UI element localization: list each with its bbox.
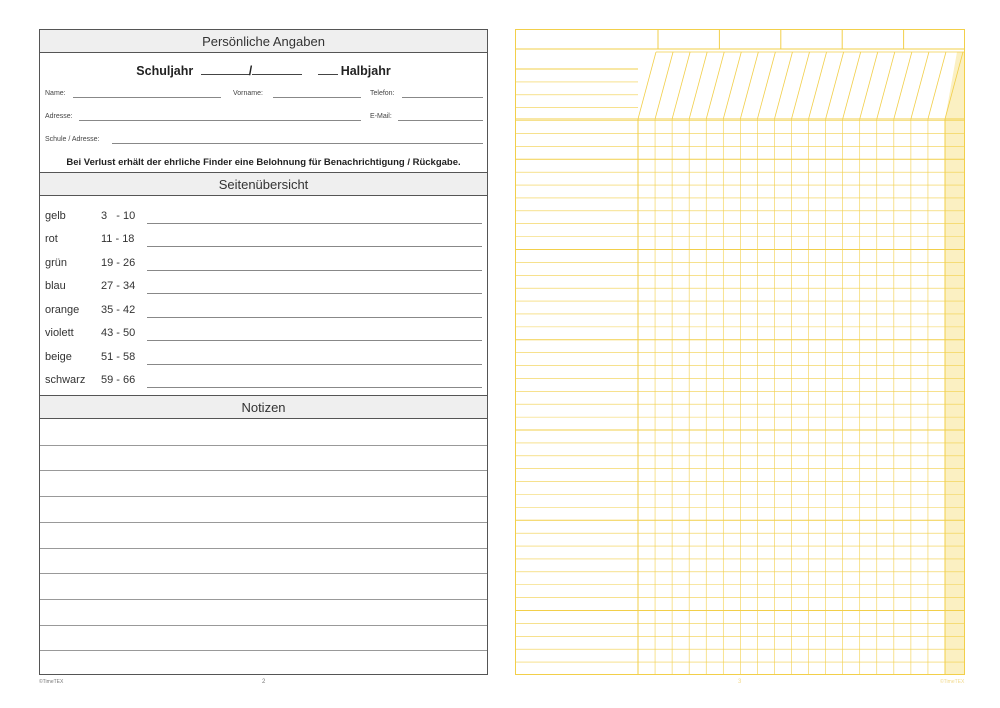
overview-row-gelb (40, 210, 487, 230)
overview-write-line[interactable] (147, 387, 482, 388)
color-name: gelb (45, 210, 66, 222)
overview-row-gruen (40, 257, 487, 277)
diagonal-header-line (826, 52, 844, 119)
page-range: 3 - 10 (101, 210, 136, 222)
note-line[interactable] (40, 573, 487, 574)
notes-header: Notizen (40, 395, 487, 419)
email-field[interactable] (398, 120, 483, 121)
diagonal-header-line (740, 52, 758, 119)
diagonal-header-line (655, 52, 673, 119)
overview-write-line[interactable] (147, 246, 482, 247)
loss-notice: Bei Verlust erhält der ehrliche Finder eine Belohnung für Benachrichtigung / Rückgabe. (66, 157, 461, 168)
overview-row-rot (40, 233, 487, 253)
name-field[interactable] (73, 97, 221, 98)
diagonal-header-line (774, 52, 792, 119)
name-label: Name: (45, 90, 66, 97)
diagonal-header-line (757, 52, 775, 119)
halbjahr-blank[interactable] (318, 63, 338, 75)
color-name: violett (45, 327, 74, 339)
schuljahr-label: Schuljahr (136, 64, 194, 78)
diagonal-header-line (809, 52, 827, 119)
page-range: 11 - 18 (101, 233, 135, 245)
page-range: 27 - 34 (101, 280, 136, 292)
diagonal-header-line (860, 52, 878, 119)
note-line[interactable] (40, 445, 487, 446)
overview-row-violett (40, 327, 487, 347)
schuljahr-end-blank[interactable] (252, 63, 302, 75)
vorname-field[interactable] (273, 97, 361, 98)
email-label: E-Mail: (370, 113, 392, 120)
diagonal-header-line (638, 52, 656, 119)
footer-page-number-left: 2 (262, 679, 266, 685)
color-name: beige (45, 351, 72, 363)
overview-row-schwarz (40, 374, 487, 394)
diagonal-header-line (894, 52, 912, 119)
overview-write-line[interactable] (147, 293, 482, 294)
color-name: grün (45, 257, 68, 269)
page-range: 43 - 50 (101, 327, 136, 339)
schuljahr-start-blank[interactable] (201, 63, 249, 75)
telefon-label: Telefon: (370, 90, 395, 97)
diagonal-header-line (792, 52, 810, 119)
personal-info-header: Persönliche Angaben (40, 29, 487, 53)
diagonal-header-line (672, 52, 690, 119)
footer-page-number-right: 3 (738, 679, 742, 685)
page-range: 59 - 66 (101, 374, 136, 386)
overview-write-line[interactable] (147, 317, 482, 318)
color-name: schwarz (45, 374, 86, 386)
adresse-field[interactable] (79, 120, 361, 121)
overview-write-line[interactable] (147, 223, 482, 224)
footer-brand-right: ©TimeTEX (940, 679, 965, 685)
shaded-total-column (945, 52, 965, 675)
page-range: 35 - 42 (101, 304, 136, 316)
overview-row-beige (40, 351, 487, 371)
diagonal-header-line (706, 52, 724, 119)
adresse-label: Adresse: (45, 113, 73, 120)
note-line[interactable] (40, 650, 487, 651)
overview-row-orange (40, 304, 487, 324)
color-name: blau (45, 280, 66, 292)
note-line[interactable] (40, 625, 487, 626)
footer-brand-left: ©TimeTEX (39, 679, 64, 685)
telefon-field[interactable] (402, 97, 483, 98)
note-line[interactable] (40, 548, 487, 549)
note-line[interactable] (40, 470, 487, 471)
grade-grid[interactable] (515, 29, 965, 675)
overview-write-line[interactable] (147, 270, 482, 271)
diagonal-header-line (843, 52, 861, 119)
overview-write-line[interactable] (147, 364, 482, 365)
halbjahr-label: Halbjahr (340, 64, 391, 78)
diagonal-header-line (877, 52, 895, 119)
schuljahr-row (40, 63, 487, 78)
diagonal-header-line (723, 52, 741, 119)
color-name: rot (45, 233, 58, 245)
page-range: 19 - 26 (101, 257, 136, 269)
schuljahr-separator: / (248, 64, 253, 78)
color-name: orange (45, 304, 80, 316)
page-range: 51 - 58 (101, 351, 136, 363)
overview-row-blau (40, 280, 487, 300)
diagonal-header-line (689, 52, 707, 119)
vorname-label: Vorname: (233, 90, 263, 97)
note-line[interactable] (40, 599, 487, 600)
schule-field[interactable] (112, 143, 483, 144)
diagonal-header-line (928, 52, 946, 119)
page-overview-header: Seitenübersicht (40, 172, 487, 196)
diagonal-header-line (911, 52, 929, 119)
schule-label: Schule / Adresse: (45, 136, 100, 143)
note-line[interactable] (40, 496, 487, 497)
overview-write-line[interactable] (147, 340, 482, 341)
grid-frame (516, 30, 965, 675)
note-line[interactable] (40, 522, 487, 523)
left-page (39, 29, 488, 675)
